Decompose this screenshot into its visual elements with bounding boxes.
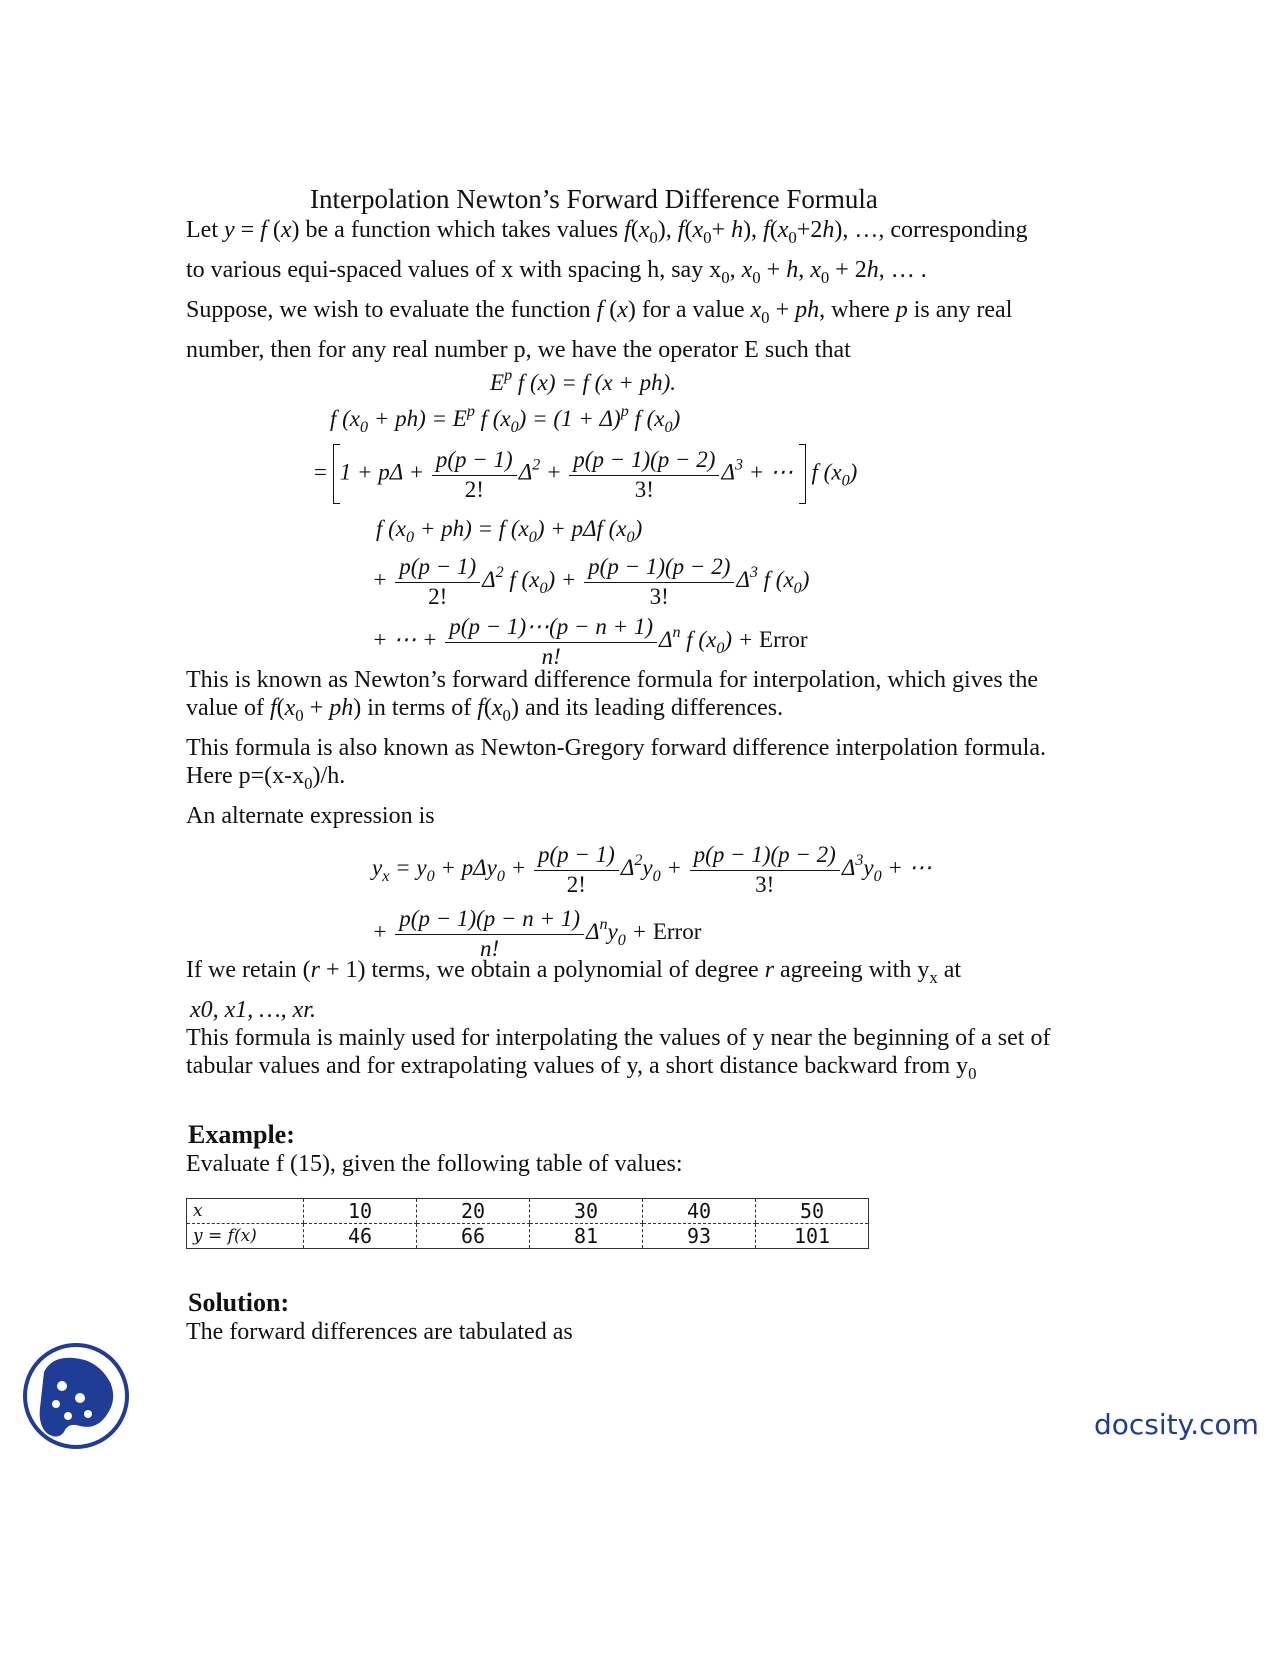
- equation-4: + $\frac{p(p - 1)}{2!}$ $\Delta^2$ f $(x_0)$ + $\frac{p(p - 1)(p - 2)}{3!}$ $\Delta^3$ f $(x_0)$: [372, 554, 810, 609]
- explanation-line-2: value of $f(x_0 + ph)$ in terms of $f(x_0)$ and its leading differences.: [186, 695, 784, 725]
- example-heading: Example:: [188, 1120, 295, 1149]
- table-row-label: x: [187, 1199, 304, 1224]
- intro-line-2: to various equi-spaced values of x with spacing h, say $x_0$, $x_0 + h$, $x_0 + 2h$, … .: [186, 257, 927, 287]
- alternate-equation-1: $y_x = y_0 + p\Delta y_0$ + $\frac{p(p - 1)}{2!}$ $\Delta^2y_0$ + $\frac{p(p - 1)(p - 2)}{3!}$ $\Delta^3y_0$ + ⋯: [372, 842, 932, 897]
- table-cell: 10: [304, 1199, 417, 1224]
- table-cell: 93: [643, 1224, 756, 1249]
- table-row-label: y = f(x): [193, 1226, 257, 1246]
- equation-3: f $(x_0 + ph) = f$ $(x_0) + p\Delta f$ $(x_0)$: [376, 516, 643, 546]
- table-cell: 50: [756, 1199, 869, 1224]
- table-row: [187, 1224, 868, 1249]
- explanation-line-5: An alternate expression is: [186, 803, 435, 829]
- equation-2: = 1 + pΔ + $\frac{p(p - 1)}{2!}$ $\Delta^2$ + $\frac{p(p - 1)(p - 2)}{3!}$ $\Delta^3$ + ⋯ f $(x_0)$: [314, 444, 857, 504]
- equation-operator: $E^p$ f (x) = f (x + ph).: [490, 367, 676, 395]
- solution-text: The forward differences are tabulated as: [186, 1319, 573, 1345]
- usage-line-2: tabular values and for extrapolating values of y, a short distance backward from $y_0$: [186, 1053, 977, 1083]
- explanation-line-3: This formula is also known as Newton-Gregory forward difference interpolation formula.: [186, 735, 1046, 761]
- table-cell: 66: [417, 1224, 530, 1249]
- intro-line-1: Let y = f (x) be a function which takes values $f(x_0)$, $f(x_0+ h)$, $f(x_0+2h)$, …, corresponding: [186, 217, 1028, 247]
- intro-line-3: Suppose, we wish to evaluate the function f (x) for a value $x_0$ + ph, where p is any real: [186, 297, 1013, 327]
- brand-link[interactable]: docsity.com: [1094, 1408, 1259, 1441]
- usage-line-1: This formula is mainly used for interpolating the values of y near the beginning of a set of: [186, 1025, 1051, 1051]
- table-cell: 46: [304, 1224, 417, 1249]
- explanation-line-1: This is known as Newton’s forward difference formula for interpolation, which gives the: [186, 667, 1038, 693]
- retain-points: x0, x1, …, xr.: [190, 997, 316, 1023]
- table-row: [187, 1199, 868, 1224]
- alternate-equation-2: + $\frac{p(p - 1)(p - n + 1)}{n!}$ $\Delta^ny_0$ + Error: [372, 906, 702, 961]
- equation-5: + ⋯ + $\frac{p(p - 1)\cdots(p - n + 1)}{n!}$ $\Delta^n$ f $(x_0)$ + Error: [372, 614, 808, 669]
- page-title: Interpolation Newton’s Forward Difference Formula: [310, 184, 878, 214]
- table-cell: 30: [530, 1199, 643, 1224]
- intro-line-4: number, then for any real number p, we have the operator E such that: [186, 337, 851, 363]
- values-table: [186, 1198, 869, 1249]
- retain-line: If we retain (r + 1) terms, we obtain a polynomial of degree r agreeing with $y_x$ at: [186, 957, 962, 987]
- docsity-logo-icon: [22, 1342, 130, 1455]
- explanation-line-4: Here $p=(x-x_0)/h$.: [186, 763, 346, 793]
- equation-1: f $(x_0 + ph) = E^p$ f $(x_0) = (1 + \Delta)^p$ f $(x_0)$: [330, 403, 681, 436]
- table-cell: 101: [756, 1224, 869, 1249]
- example-text: Evaluate f (15), given the following table of values:: [186, 1151, 683, 1177]
- table-cell: 20: [417, 1199, 530, 1224]
- table-cell: 81: [530, 1224, 643, 1249]
- solution-heading: Solution:: [188, 1288, 290, 1317]
- table-cell: 40: [643, 1199, 756, 1224]
